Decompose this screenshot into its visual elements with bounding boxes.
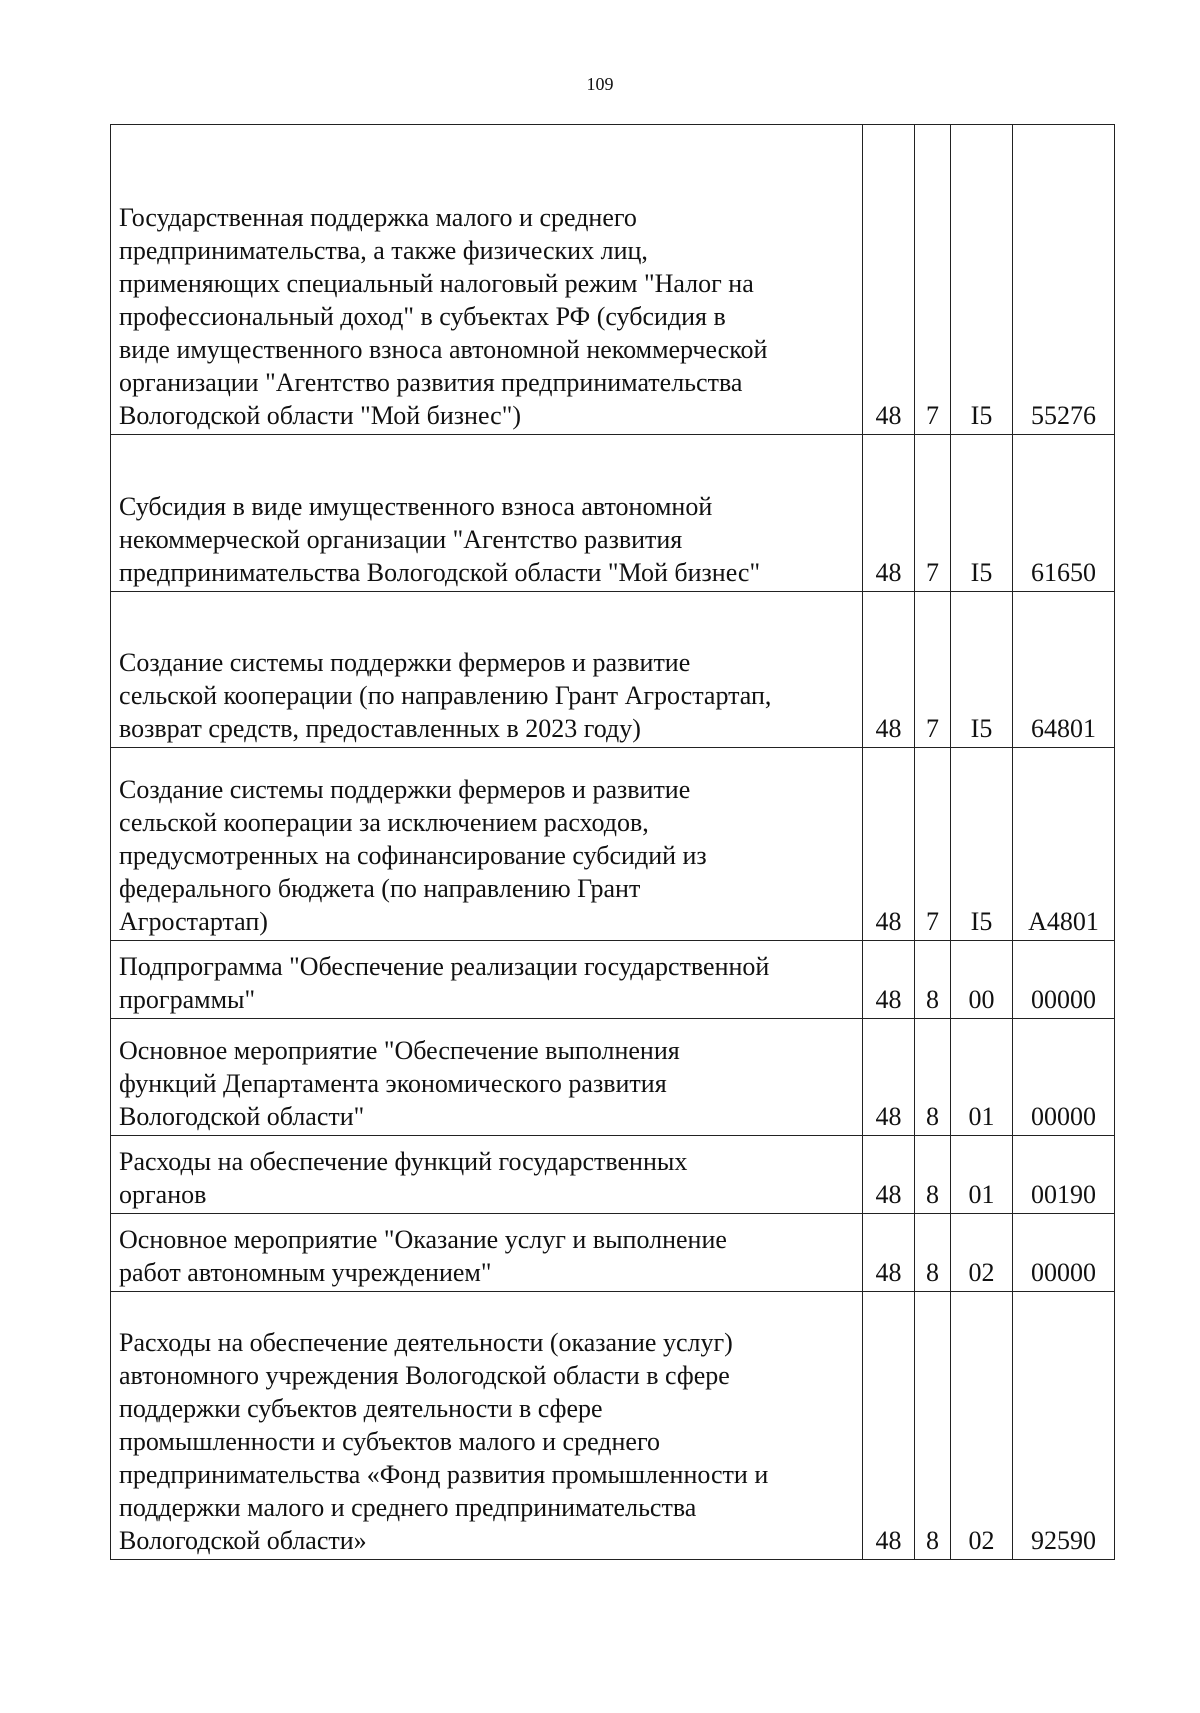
row-code-subprogram: 02 <box>951 1214 1013 1292</box>
table-row <box>111 1214 1115 1292</box>
row-code-subprogram: 02 <box>951 1292 1013 1560</box>
row-description: Расходы на обеспечение деятельности (оказание услуг) автономного учреждения Вологодской области в сфере поддержки субъектов деятельности в сфере промышленности и субъектов малого и среднего предпринимательства «Фонд развития промышленности и поддержки малого и среднего предпринимательства Вологодской области» <box>111 1292 863 1560</box>
row-code-program: 7 <box>915 125 951 435</box>
row-code-admin: 48 <box>863 435 915 592</box>
row-code-admin: 48 <box>863 1136 915 1214</box>
row-code-direction: 00000 <box>1013 1019 1115 1136</box>
table-row <box>111 941 1115 1019</box>
row-code-program: 7 <box>915 748 951 941</box>
row-code-admin: 48 <box>863 748 915 941</box>
row-code-program: 8 <box>915 1214 951 1292</box>
row-description: Подпрограмма "Обеспечение реализации государственной программы" <box>111 941 863 1019</box>
row-code-program: 7 <box>915 435 951 592</box>
row-code-subprogram: I5 <box>951 592 1013 748</box>
budget-table <box>110 124 1115 1560</box>
row-code-direction: 00000 <box>1013 941 1115 1019</box>
row-code-admin: 48 <box>863 592 915 748</box>
row-description: Основное мероприятие "Оказание услуг и выполнение работ автономным учреждением" <box>111 1214 863 1292</box>
row-code-program: 8 <box>915 1136 951 1214</box>
table-row <box>111 125 1115 435</box>
row-description: Создание системы поддержки фермеров и развитие сельской кооперации за исключением расходов, предусмотренных на софинансирование субсидий из федерального бюджета (по направлению Грант Агростартап) <box>111 748 863 941</box>
row-code-program: 8 <box>915 1019 951 1136</box>
row-code-direction: 92590 <box>1013 1292 1115 1560</box>
row-code-direction: 61650 <box>1013 435 1115 592</box>
row-code-admin: 48 <box>863 125 915 435</box>
row-code-program: 8 <box>915 941 951 1019</box>
row-description: Расходы на обеспечение функций государственных органов <box>111 1136 863 1214</box>
row-code-admin: 48 <box>863 1292 915 1560</box>
row-code-program: 8 <box>915 1292 951 1560</box>
row-code-admin: 48 <box>863 1214 915 1292</box>
row-code-direction: 00000 <box>1013 1214 1115 1292</box>
page-number: 109 <box>586 74 614 94</box>
row-code-direction: A4801 <box>1013 748 1115 941</box>
row-code-direction: 64801 <box>1013 592 1115 748</box>
table-row <box>111 748 1115 941</box>
row-description: Создание системы поддержки фермеров и развитие сельской кооперации (по направлению Грант Агростартап, возврат средств, предоставленных в 2023 году) <box>111 592 863 748</box>
table-row <box>111 1292 1115 1560</box>
row-code-subprogram: 00 <box>951 941 1013 1019</box>
table-row <box>111 435 1115 592</box>
table-row <box>111 1019 1115 1136</box>
row-code-subprogram: I5 <box>951 125 1013 435</box>
row-code-admin: 48 <box>863 1019 915 1136</box>
row-code-direction: 55276 <box>1013 125 1115 435</box>
row-code-subprogram: I5 <box>951 748 1013 941</box>
table-row <box>111 1136 1115 1214</box>
row-description: Субсидия в виде имущественного взноса автономной некоммерческой организации "Агентство развития предпринимательства Вологодской области "Мой бизнес" <box>111 435 863 592</box>
row-code-subprogram: 01 <box>951 1019 1013 1136</box>
row-description: Основное мероприятие "Обеспечение выполнения функций Департамента экономического развития Вологодской области" <box>111 1019 863 1136</box>
row-description: Государственная поддержка малого и среднего предпринимательства, а также физических лиц, применяющих специальный налоговый режим "Налог на профессиональный доход" в субъектах РФ (субсидия в виде имущественного взноса автономной некоммерческой организации "Агентство развития предпринимательства Вологодской области "Мой бизнес") <box>111 125 863 435</box>
row-code-subprogram: 01 <box>951 1136 1013 1214</box>
row-code-program: 7 <box>915 592 951 748</box>
row-code-direction: 00190 <box>1013 1136 1115 1214</box>
row-code-admin: 48 <box>863 941 915 1019</box>
table-row <box>111 592 1115 748</box>
row-code-subprogram: I5 <box>951 435 1013 592</box>
